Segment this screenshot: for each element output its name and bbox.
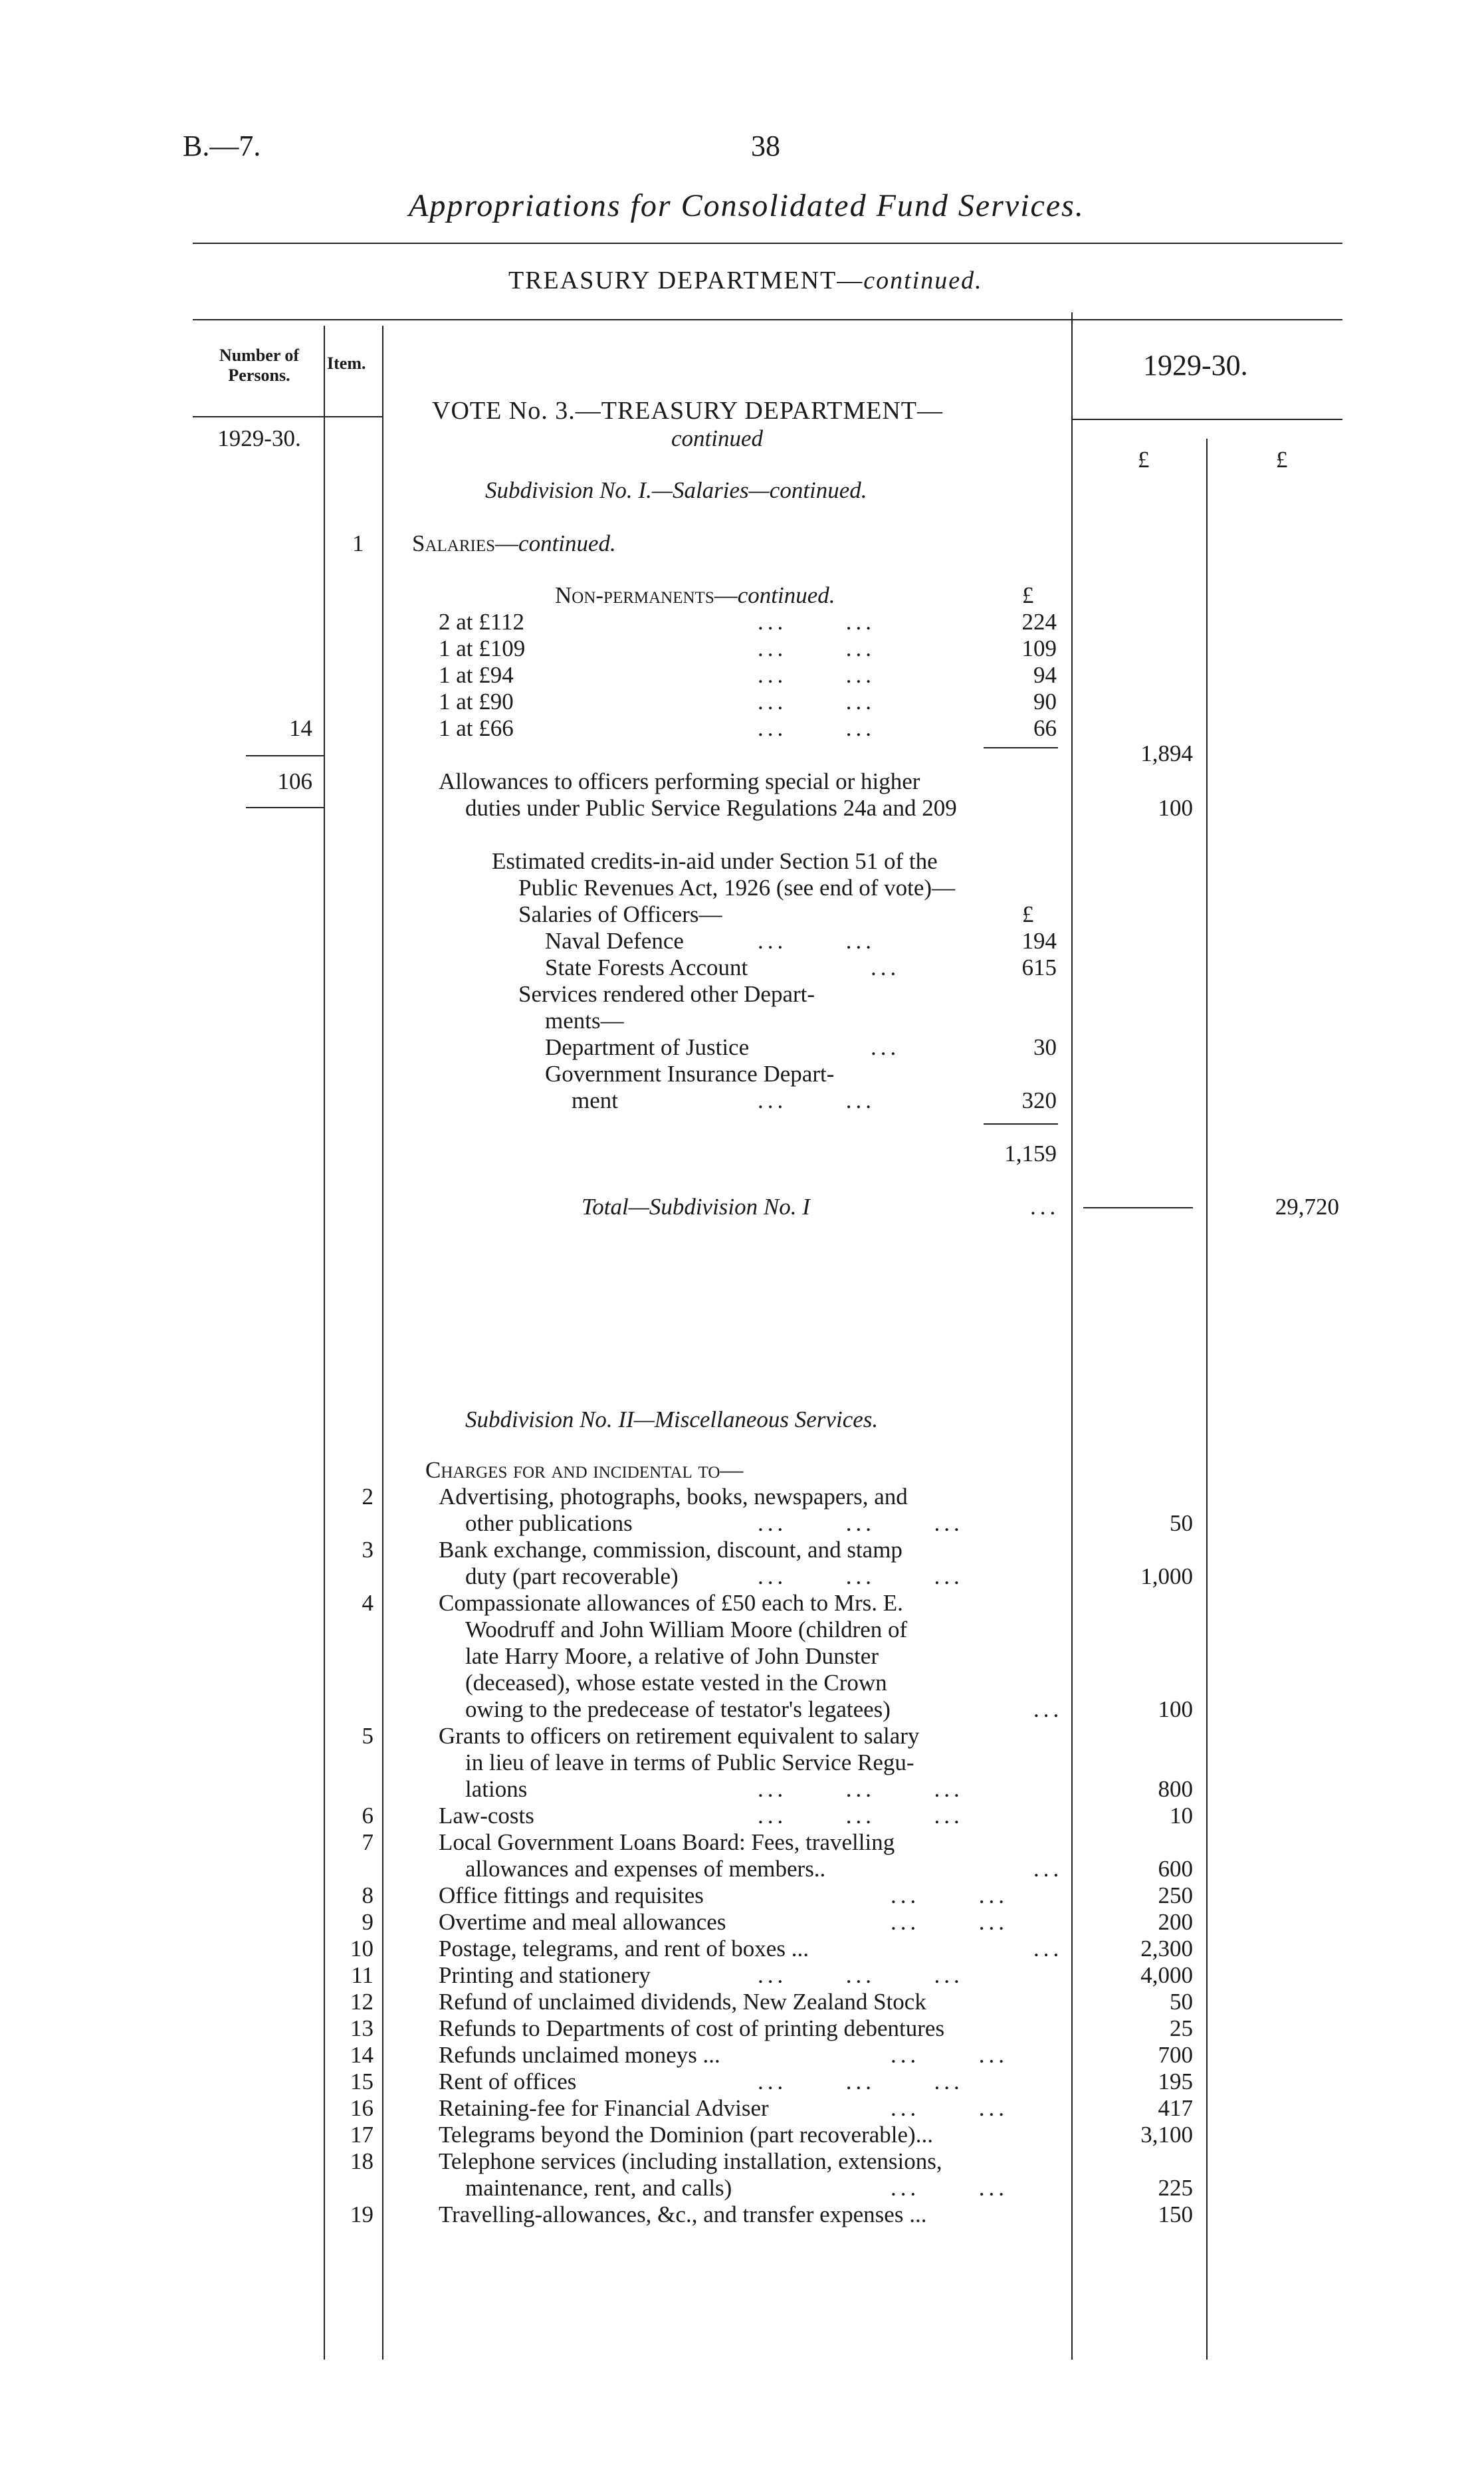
table-row: Grants to officers on retirement equivalent to salary [439, 1723, 920, 1749]
vote-continued: continued [671, 425, 764, 451]
item-amount: 50 [1170, 1989, 1193, 2015]
item-number: 2 [362, 1484, 373, 1510]
item-amount: 225 [1158, 2175, 1193, 2201]
table-row-continued: other publications [465, 1510, 633, 1536]
item-number: 15 [350, 2069, 373, 2094]
item-column-header: Item. [327, 354, 366, 373]
subtotal-rule [984, 747, 1058, 748]
salaries-of-officers: Salaries of Officers— [518, 901, 722, 927]
credits-total: 1,159 [1004, 1141, 1057, 1167]
table-row-continued: Woodruff and John William Moore (children of [465, 1617, 908, 1642]
item-amount: 3,100 [1140, 2122, 1193, 2148]
charges-heading: Charges for and incidental to— [425, 1457, 744, 1483]
item-amount: 417 [1158, 2095, 1193, 2121]
government-insurance-line-1: Government Insurance Depart- [545, 1061, 835, 1087]
department-name: TREASURY DEPARTMENT— [508, 267, 864, 294]
department-of-justice-amount: 30 [1033, 1034, 1057, 1060]
leader-dots: ... ... [758, 662, 875, 688]
non-permanents-subtotal: 1,894 [1140, 740, 1193, 766]
non-permanents-heading [555, 582, 835, 609]
persons-total-rule [246, 807, 324, 808]
table-row: Law-costs [439, 1803, 534, 1829]
allowances-amount: 100 [1158, 795, 1193, 821]
item-number: 3 [362, 1537, 373, 1563]
table-row-continued: in lieu of leave in terms of Public Service Regu- [465, 1749, 914, 1775]
item-amount: 1,000 [1140, 1563, 1193, 1589]
table-row-continued: duty (part recoverable) [465, 1563, 679, 1589]
leader-dots: ... [1033, 1856, 1063, 1882]
table-row-continued: (deceased), whose estate vested in the Crown [465, 1670, 887, 1696]
list-item: 1 at £66 [439, 715, 514, 741]
allowances-line-1: Allowances to officers performing special or higher [439, 768, 920, 794]
table-row: Compassionate allowances of £50 each to Mrs. E. [439, 1590, 903, 1616]
naval-defence-amount: 194 [1021, 928, 1057, 954]
leader-dots: ... ... ... [758, 1962, 964, 1988]
total-subdivision-1-label: Total—Subdivision No. I [582, 1194, 810, 1220]
item-number: 16 [350, 2095, 373, 2121]
item-number: 7 [362, 1829, 373, 1855]
leader-dots: ... ... ... [758, 1510, 964, 1536]
non-permanents-continued: continued. [737, 582, 835, 608]
table-row: Refund of unclaimed dividends, New Zealand Stock [439, 1989, 926, 2015]
total-subdivision-1-rule [1083, 1207, 1193, 1208]
table-row-continued: late Harry Moore, a relative of John Dunster [465, 1643, 879, 1669]
item-number: 19 [350, 2201, 373, 2227]
credits-line-2: Public Revenues Act, 1926 (see end of vote)— [518, 875, 956, 901]
item-number: 6 [362, 1803, 373, 1829]
year-header-left: 1929-30. [217, 425, 301, 451]
state-forests: State Forests Account [545, 954, 748, 980]
leader-dots: ... ... [758, 715, 875, 741]
item-number: 4 [362, 1590, 373, 1616]
list-item: 1 at £109 [439, 635, 526, 661]
persons-total-106: 106 [277, 768, 312, 794]
document-code: B.—7. [183, 130, 261, 162]
item-amount: 195 [1158, 2069, 1193, 2094]
salaries-heading [412, 530, 616, 557]
table-row: Travelling-allowances, &c., and transfer expenses ... [439, 2201, 927, 2227]
leader-dots: ... [871, 954, 901, 980]
leader-dots: ... ... [758, 1087, 875, 1113]
table-row: Local Government Loans Board: Fees, travelling [439, 1829, 895, 1855]
item-amount: 700 [1158, 2042, 1193, 2068]
item-amount: 2,300 [1140, 1936, 1193, 1962]
persons-item-divider [324, 326, 325, 2360]
table-row: Rent of offices [439, 2069, 577, 2094]
table-row: Telegrams beyond the Dominion (part recoverable)... [439, 2122, 933, 2148]
leader-dots: ... [1030, 1194, 1060, 1220]
table-row: Office fittings and requisites [439, 1882, 704, 1908]
item-number: 14 [350, 2042, 373, 2068]
pound-column-a: £ [1138, 447, 1150, 473]
leader-dots: ... ... [891, 2042, 1008, 2068]
item-number: 8 [362, 1882, 373, 1908]
salaries-label: Salaries— [412, 530, 519, 556]
non-permanents-label: Non-permanents— [555, 582, 738, 608]
leader-dots: ... ... ... [758, 1803, 964, 1829]
item-amount: 4,000 [1140, 1962, 1193, 1988]
table-row: Bank exchange, commission, discount, and stamp [439, 1537, 902, 1563]
allowances-line-2: duties under Public Service Regulations 24a and 209 [465, 795, 957, 821]
item-number: 9 [362, 1909, 373, 1935]
item-number: 12 [350, 1989, 373, 2015]
item-amount: 100 [1158, 1696, 1193, 1722]
item-amount: 10 [1170, 1803, 1193, 1829]
leader-dots: ... [871, 1034, 901, 1060]
pound-column-b: £ [1276, 447, 1288, 473]
services-line-1: Services rendered other Depart- [518, 981, 815, 1007]
table-row: Retaining-fee for Financial Adviser [439, 2095, 769, 2121]
header-rule [193, 243, 1342, 244]
leader-dots: ... [1033, 1936, 1063, 1962]
non-permanents-pound: £ [1022, 582, 1034, 608]
credits-pound: £ [1022, 901, 1034, 927]
government-insurance-line-2: ment [572, 1087, 618, 1113]
vote-title: VOTE No. 3.—TREASURY DEPARTMENT— [432, 397, 943, 425]
government-insurance-amount: 320 [1021, 1087, 1057, 1113]
item-number: 13 [350, 2015, 373, 2041]
list-item: 1 at £90 [439, 689, 514, 715]
persons-subtotal-rule [246, 755, 324, 756]
item-amount: 150 [1158, 2201, 1193, 2227]
persons-column-header: Number of Persons. [219, 346, 300, 385]
item-amount: 250 [1158, 1882, 1193, 1908]
leader-dots: ... ... ... [758, 2069, 964, 2094]
item-amount: 50 [1170, 1510, 1193, 1536]
persons-count-14: 14 [289, 715, 312, 741]
table-row-continued: owing to the predecease of testator's legatees) [465, 1696, 891, 1722]
table-row: Refunds to Departments of cost of printing debentures [439, 2015, 945, 2041]
list-item-amount: 94 [1033, 662, 1057, 688]
table-row-continued: allowances and expenses of members.. [465, 1856, 826, 1882]
leader-dots: ... ... [891, 2095, 1008, 2121]
leader-dots: ... ... [891, 2175, 1008, 2201]
table-row-continued: maintenance, rent, and calls) [465, 2175, 732, 2201]
leader-dots: ... ... [891, 1909, 1008, 1935]
item-amount: 600 [1158, 1856, 1193, 1882]
list-item-amount: 109 [1021, 635, 1057, 661]
state-forests-amount: 615 [1021, 954, 1057, 980]
credits-total-rule [984, 1123, 1058, 1125]
item-number: 10 [350, 1936, 373, 1962]
total-subdivision-1-amount: 29,720 [1275, 1194, 1339, 1220]
page-number: 38 [751, 130, 780, 162]
table-row-continued: lations [465, 1776, 528, 1802]
item-amount: 800 [1158, 1776, 1193, 1802]
persons-header-rule [193, 416, 382, 417]
item-number: 17 [350, 2122, 373, 2148]
item-number: 5 [362, 1723, 373, 1749]
leader-dots: ... ... [758, 689, 875, 715]
subdivision-1-heading: Subdivision No. I.—Salaries—continued. [485, 477, 867, 503]
naval-defence: Naval Defence [545, 928, 684, 954]
table-row: Printing and stationery [439, 1962, 651, 1988]
item-amount: 25 [1170, 2015, 1193, 2041]
list-item-amount: 224 [1021, 609, 1057, 635]
services-line-2: ments— [545, 1008, 624, 1034]
page-title: Appropriations for Consolidated Fund Services. [409, 188, 1085, 223]
subdivision-2-heading: Subdivision No. II—Miscellaneous Services. [465, 1406, 879, 1432]
item-amount: 200 [1158, 1909, 1193, 1935]
list-item: 2 at £112 [439, 609, 524, 635]
list-item: 1 at £94 [439, 662, 514, 688]
leader-dots: ... ... [891, 1882, 1008, 1908]
department-continued: continued. [863, 267, 983, 294]
item-number: 11 [351, 1962, 373, 1988]
leader-dots: ... ... ... [758, 1563, 964, 1589]
list-item-amount: 90 [1033, 689, 1057, 715]
item-number: 1 [352, 530, 364, 556]
year-header-right: 1929-30. [1143, 349, 1248, 382]
list-item-amount: 66 [1033, 715, 1057, 741]
department-heading [508, 267, 983, 294]
department-of-justice: Department of Justice [545, 1034, 750, 1060]
table-row: Overtime and meal allowances [439, 1909, 726, 1935]
table-top-rule [193, 319, 1342, 320]
leader-dots: ... ... [758, 928, 875, 954]
amount-header-rule [1071, 419, 1342, 420]
leader-dots: ... [1033, 1696, 1063, 1722]
table-row: Postage, telegrams, and rent of boxes ... [439, 1936, 809, 1962]
salaries-continued: continued. [518, 530, 616, 556]
table-row: Advertising, photographs, books, newspapers, and [439, 1484, 908, 1510]
item-text-divider [382, 326, 383, 2360]
text-amount-divider [1071, 312, 1073, 2360]
table-row: Refunds unclaimed moneys ... [439, 2042, 720, 2068]
table-row: Telephone services (including installation, extensions, [439, 2148, 942, 2174]
leader-dots: ... ... [758, 609, 875, 635]
amount-columns-divider [1206, 439, 1208, 2360]
item-number: 18 [350, 2148, 373, 2174]
credits-line-1: Estimated credits-in-aid under Section 51 of the [492, 848, 938, 874]
leader-dots: ... ... ... [758, 1776, 964, 1802]
leader-dots: ... ... [758, 635, 875, 661]
